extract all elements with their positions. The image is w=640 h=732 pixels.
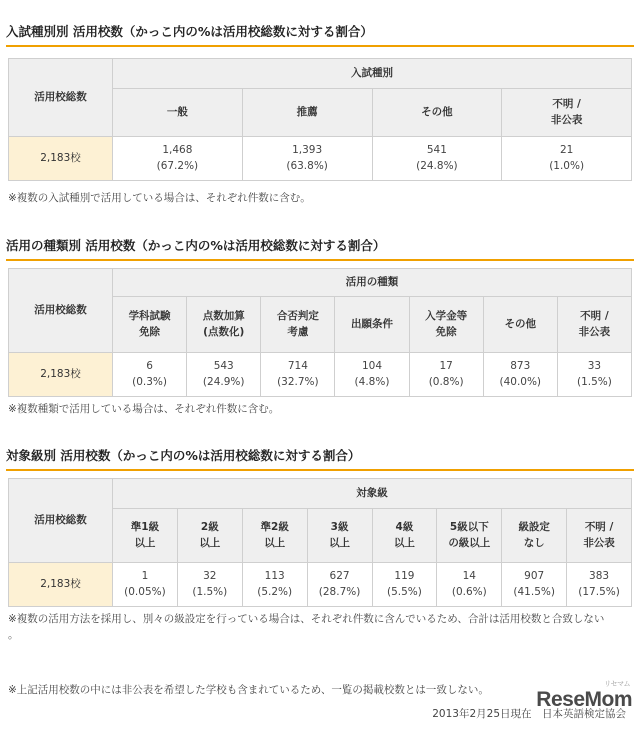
footer-note: ※上記活用校数の中には非公表を希望した学校も含まれているため、一覧の掲載校数とは一致しない。 — [8, 684, 489, 696]
total-schools-value: 2,183校 — [9, 563, 113, 607]
column-header: 準2級 以上 — [242, 509, 307, 563]
column-header: 不明 / 非公表 — [502, 89, 632, 137]
header-total-schools: 活用校総数 — [9, 479, 113, 563]
column-header: 入学金等 免除 — [409, 297, 483, 353]
value-percent: (0.3%) — [132, 375, 167, 388]
value-cell — [557, 353, 631, 397]
header-usage-type: 活用の種類 — [113, 269, 632, 297]
value-cell — [177, 563, 242, 607]
column-header: 点数加算 (点数化) — [187, 297, 261, 353]
value-percent: (4.8%) — [354, 375, 390, 388]
column-header: 出願条件 — [335, 297, 409, 353]
value-count: 33 — [587, 360, 602, 373]
value-count: 14 — [462, 570, 476, 583]
value-cell — [567, 563, 632, 607]
column-header: 不明 / 非公表 — [557, 297, 631, 353]
section3-note-cont: 。 — [8, 629, 19, 641]
value-cell — [372, 137, 502, 181]
usage-type-table — [8, 268, 632, 397]
value-cell — [113, 563, 178, 607]
value-cell — [483, 353, 557, 397]
total-schools-value: 2,183校 — [9, 137, 113, 181]
target-level-table — [8, 478, 632, 607]
total-schools-value: 2,183校 — [9, 353, 113, 397]
value-count: 383 — [589, 570, 610, 583]
value-count: 1,468 — [162, 144, 193, 157]
value-cell — [242, 563, 307, 607]
column-header: 合否判定 考慮 — [261, 297, 335, 353]
value-percent: (63.8%) — [286, 159, 328, 172]
value-percent: (67.2%) — [156, 159, 199, 172]
value-percent: (24.9%) — [202, 375, 245, 388]
section2-note: ※複数種類で活用している場合は、それぞれ件数に含む。 — [8, 403, 280, 415]
date-source: 2013年2月25日現在 日本英語検定協会 — [432, 708, 626, 720]
value-percent: (0.8%) — [428, 375, 464, 388]
section3-note: ※複数の活用方法を採用し、別々の級設定を行っている場合は、それぞれ件数に含んでいるため、合計は活用校数と合致しない — [8, 613, 605, 625]
value-count: 113 — [264, 570, 285, 583]
value-count: 6 — [146, 360, 153, 373]
value-count: 907 — [524, 570, 545, 583]
value-cell — [113, 353, 187, 397]
value-percent: (40.0%) — [499, 375, 542, 388]
value-count: 714 — [287, 360, 308, 373]
section3-title: 対象級別 活用校数（かっこ内の%は活用校総数に対する割合） — [6, 446, 634, 471]
value-cell — [113, 137, 243, 181]
logo-text: ReseMom — [536, 688, 632, 711]
value-count: 104 — [361, 360, 383, 373]
column-header: 学科試験 免除 — [113, 297, 187, 353]
value-count: 543 — [213, 360, 234, 373]
section1-note: ※複数の入試種別で活用している場合は、それぞれ件数に含む。 — [8, 192, 311, 204]
value-count: 541 — [426, 144, 447, 157]
value-cell — [261, 353, 335, 397]
value-count: 1 — [141, 570, 149, 583]
value-cell — [307, 563, 372, 607]
value-cell — [502, 137, 632, 181]
column-header: その他 — [483, 297, 557, 353]
value-percent: (5.5%) — [387, 585, 422, 598]
column-header: 準1級 以上 — [113, 509, 178, 563]
value-cell — [437, 563, 502, 607]
column-header: その他 — [372, 89, 502, 137]
section2-title: 活用の種類別 活用校数（かっこ内の%は活用校総数に対する割合） — [6, 236, 634, 261]
value-percent: (1.5%) — [192, 585, 228, 598]
section1-title: 入試種別別 活用校数（かっこ内の%は活用校総数に対する割合） — [6, 22, 634, 47]
value-percent: (1.5%) — [576, 375, 612, 388]
value-cell — [242, 137, 372, 181]
value-percent: (0.05%) — [124, 585, 166, 598]
value-count: 627 — [329, 570, 350, 583]
value-cell — [372, 563, 437, 607]
value-percent: (41.5%) — [513, 585, 555, 598]
header-target-level: 対象級 — [113, 479, 632, 509]
value-count: 873 — [510, 360, 531, 373]
value-count: 17 — [439, 360, 453, 373]
logo-ruby: リセマム — [604, 681, 630, 688]
column-header: 級設定 なし — [502, 509, 567, 563]
header-total-schools: 活用校総数 — [9, 269, 113, 353]
value-count: 21 — [559, 144, 574, 157]
value-percent: (28.7%) — [318, 585, 361, 598]
value-cell — [502, 563, 567, 607]
value-cell — [409, 353, 483, 397]
column-header: 3級 以上 — [307, 509, 372, 563]
header-total-schools: 活用校総数 — [9, 59, 113, 137]
value-cell — [335, 353, 409, 397]
value-count: 32 — [203, 570, 217, 583]
value-percent: (32.7%) — [277, 375, 319, 388]
column-header: 4級 以上 — [372, 509, 437, 563]
column-header: 5級以下 の級以上 — [437, 509, 502, 563]
value-percent: (5.2%) — [257, 585, 293, 598]
value-cell — [187, 353, 261, 397]
exam-type-table — [8, 58, 632, 181]
value-percent: (17.5%) — [578, 585, 620, 598]
column-header: 2級 以上 — [177, 509, 242, 563]
value-percent: (24.8%) — [416, 159, 458, 172]
resemom-logo — [536, 681, 632, 712]
column-header: 推薦 — [242, 89, 372, 137]
value-count: 1,393 — [292, 144, 323, 157]
value-percent: (1.0%) — [549, 159, 585, 172]
value-count: 119 — [394, 570, 415, 583]
column-header: 不明 / 非公表 — [567, 509, 632, 563]
header-exam-type: 入試種別 — [113, 59, 632, 89]
value-percent: (0.6%) — [451, 585, 487, 598]
column-header: 一般 — [113, 89, 243, 137]
